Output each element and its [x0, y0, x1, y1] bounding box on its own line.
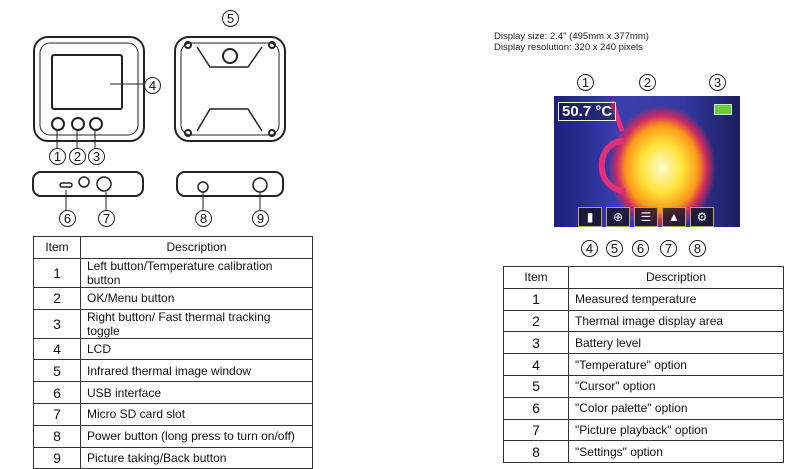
item-description: Thermal image display area	[569, 310, 784, 332]
thermometer-icon[interactable]: ▮	[578, 207, 602, 227]
header-description: Description	[81, 237, 313, 259]
callout-3: 3	[88, 148, 105, 165]
screen-callout-7: 7	[660, 240, 677, 257]
screen-elements-table	[503, 266, 784, 463]
item-description: Right button/ Fast thermal tracking toggle	[81, 309, 313, 338]
callout-8: 8	[195, 210, 212, 227]
item-description: "Cursor" option	[569, 375, 784, 397]
sd-slot-icon	[97, 177, 111, 191]
callout-1: 1	[49, 148, 66, 165]
item-number: 7	[34, 403, 81, 425]
device-front	[34, 37, 144, 141]
table-row	[504, 419, 784, 441]
callout-2: 2	[69, 148, 86, 165]
item-number: 3	[504, 332, 569, 354]
table-row	[504, 397, 784, 419]
device-back	[175, 37, 285, 141]
left-button-icon	[52, 118, 64, 130]
screen-callout-8: 8	[689, 240, 706, 257]
screen-callout-4: 4	[581, 240, 598, 257]
display-resolution: Display resolution: 320 x 240 pixels	[494, 42, 643, 53]
item-description: "Temperature" option	[569, 354, 784, 376]
device-diagram	[0, 0, 320, 232]
item-description: Micro SD card slot	[81, 403, 313, 425]
item-number: 5	[34, 360, 81, 382]
item-description: Left button/Temperature calibration button	[81, 258, 313, 287]
table-row	[34, 338, 313, 360]
table-row	[34, 258, 313, 287]
item-number: 6	[34, 382, 81, 404]
item-description: OK/Menu button	[81, 287, 313, 309]
item-description: LCD	[81, 338, 313, 360]
screen-callout-3: 3	[709, 74, 726, 91]
item-description: Picture taking/Back button	[81, 447, 313, 469]
table-row	[504, 332, 784, 354]
screen-callout-1: 1	[577, 74, 594, 91]
table-row	[504, 288, 784, 310]
callout-7: 7	[98, 210, 115, 227]
item-description: Battery level	[569, 332, 784, 354]
table-row	[504, 354, 784, 376]
item-number: 9	[34, 447, 81, 469]
crosshair-icon[interactable]: ⊕	[606, 207, 630, 227]
shutter-button-icon	[253, 178, 267, 192]
gear-icon[interactable]: ⚙	[690, 207, 714, 227]
device-parts-table	[33, 236, 313, 469]
table-row	[34, 425, 313, 447]
item-description: "Picture playback" option	[569, 419, 784, 441]
table-row	[34, 360, 313, 382]
battery-icon	[714, 104, 732, 115]
item-description: Measured temperature	[569, 288, 784, 310]
usb-port-icon	[60, 183, 72, 187]
table-row	[34, 403, 313, 425]
item-description: Infrared thermal image window	[81, 360, 313, 382]
item-number: 2	[504, 310, 569, 332]
measured-temperature: 50.7 °C	[558, 102, 616, 121]
callout-6: 6	[59, 210, 76, 227]
item-number: 8	[34, 425, 81, 447]
picture-icon[interactable]: ▲	[662, 207, 686, 227]
callout-4: 4	[144, 77, 161, 94]
item-description: "Settings" option	[569, 441, 784, 463]
table-row	[504, 310, 784, 332]
header-item: Item	[504, 267, 569, 289]
item-description: Power button (long press to turn on/off)	[81, 425, 313, 447]
table-row	[34, 309, 313, 338]
item-number: 3	[34, 309, 81, 338]
screen-callout-5: 5	[606, 240, 623, 257]
item-description: "Color palette" option	[569, 397, 784, 419]
item-description: USB interface	[81, 382, 313, 404]
palette-icon[interactable]: ☰	[634, 207, 658, 227]
table-row	[34, 382, 313, 404]
item-number: 6	[504, 397, 569, 419]
display-size: Display size: 2.4" (495mm x 377mm)	[494, 31, 649, 42]
item-number: 5	[504, 375, 569, 397]
screen-menu-bar	[578, 207, 714, 227]
screen-callout-2: 2	[639, 74, 656, 91]
item-number: 4	[34, 338, 81, 360]
right-button-icon	[90, 118, 102, 130]
power-button-icon	[198, 182, 208, 192]
item-number: 2	[34, 287, 81, 309]
screen-callout-6: 6	[632, 240, 649, 257]
display-specs	[494, 31, 649, 53]
ok-button-icon	[72, 118, 84, 130]
header-description: Description	[569, 267, 784, 289]
thermal-screen	[554, 96, 740, 227]
ir-window-icon	[223, 49, 237, 63]
table-row	[34, 287, 313, 309]
item-number: 1	[504, 288, 569, 310]
item-number: 7	[504, 419, 569, 441]
callout-9: 9	[252, 210, 269, 227]
item-number: 1	[34, 258, 81, 287]
callout-5: 5	[222, 10, 239, 27]
item-number: 8	[504, 441, 569, 463]
table-row	[504, 441, 784, 463]
item-number: 4	[504, 354, 569, 376]
header-item: Item	[34, 237, 81, 259]
table-row	[504, 375, 784, 397]
lcd-outline	[52, 55, 122, 109]
